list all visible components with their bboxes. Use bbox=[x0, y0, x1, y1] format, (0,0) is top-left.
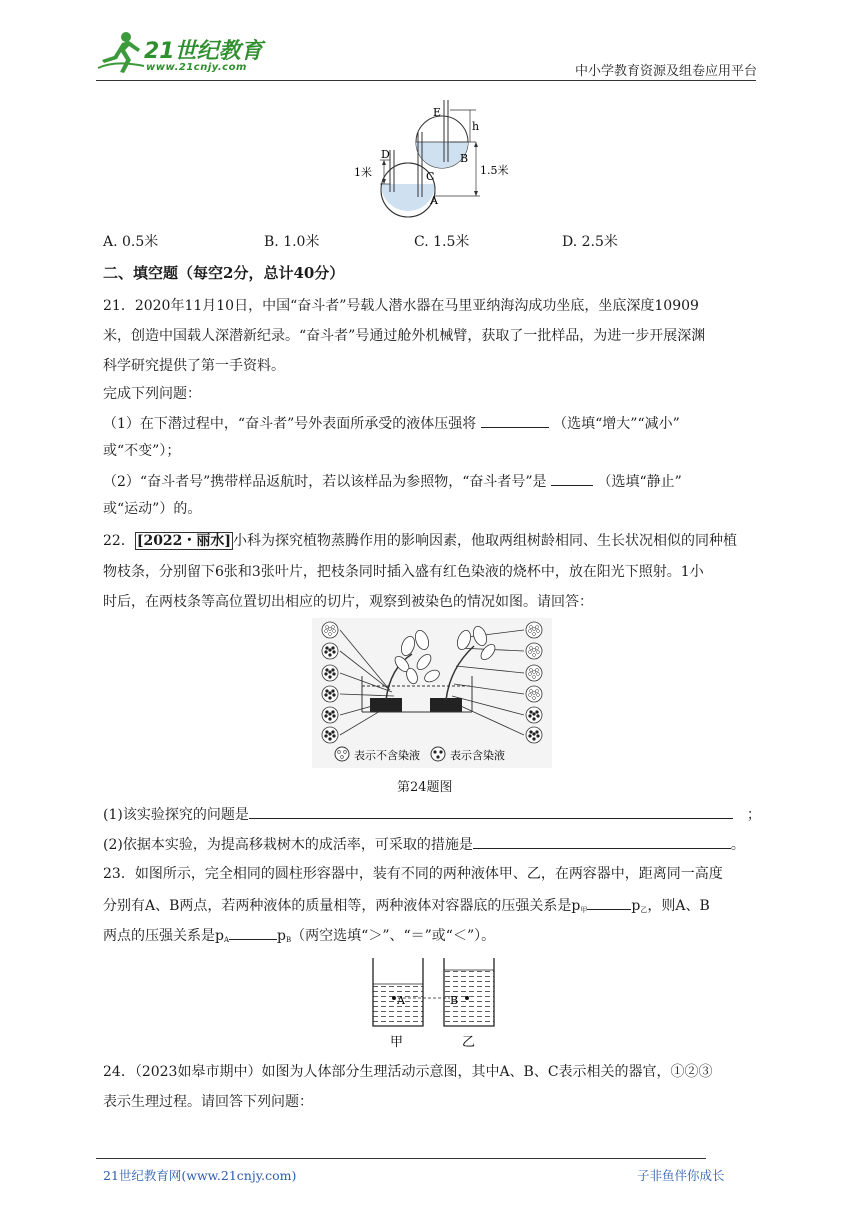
vessel-dot bbox=[530, 731, 533, 734]
vessel-dot bbox=[329, 697, 332, 700]
vessel-dot bbox=[529, 673, 532, 676]
vessel-dot bbox=[326, 711, 329, 714]
q22-figure-caption: 第24题图 bbox=[397, 780, 453, 795]
vessel-dot bbox=[326, 647, 329, 650]
option-a[interactable]: A. 0.5米 bbox=[103, 234, 159, 250]
q23-blank-1[interactable] bbox=[587, 895, 631, 910]
vessel-dot bbox=[533, 676, 536, 679]
label-A: A bbox=[430, 194, 438, 207]
vessel-dot bbox=[529, 630, 532, 633]
q23-line2-c: ，则A、B bbox=[647, 898, 710, 914]
q23-line2-a: 分别有A、B两点，若两种液体的质量相等，两种液体对容器底的压强关系是p bbox=[103, 898, 581, 914]
container-label-yi: 乙 bbox=[462, 1035, 476, 1050]
vessel-dot bbox=[533, 671, 536, 674]
q22-a1-end: ； bbox=[746, 807, 761, 823]
q21-line1: 21．2020年11月10日，中国“奋斗者”号载人潜水器在马里亚纳海沟成功坐底，坐底深度10909 bbox=[103, 298, 699, 314]
vessel-dot bbox=[533, 713, 536, 716]
containers-figure bbox=[364, 954, 504, 1054]
sub-B: B bbox=[286, 936, 292, 944]
q21-p2-choices: （选填“静止” bbox=[597, 474, 682, 490]
vessel-dot bbox=[332, 647, 335, 650]
q23-line2-b: p bbox=[631, 898, 641, 914]
vessel-dot bbox=[325, 715, 328, 718]
sub-yi: 乙 bbox=[640, 906, 648, 914]
vessel-dot bbox=[329, 633, 332, 636]
vessel-dot bbox=[333, 630, 336, 633]
q22-line2: 物枝条，分别留下6张和3张叶片，把枝条同时插入盛有红色染液的烧杯中，放在阳光下照射。1小 bbox=[103, 564, 704, 580]
q24-line1: 24．（2023如皋市期中）如图为人体部分生理活动示意图，其中A、B、C表示相关的器官，①②③ bbox=[103, 1064, 713, 1080]
q21-p1-cont: 或“不变”）； bbox=[103, 443, 181, 459]
vessel-dot bbox=[533, 654, 536, 657]
vessel-dot bbox=[329, 671, 332, 674]
vessel-dot bbox=[325, 694, 328, 697]
q23-line3-c: （两空选填“＞”、“＝”或“＜”）。 bbox=[291, 928, 496, 944]
vessel-dot bbox=[537, 694, 540, 697]
q21-p2-text: （2）“奋斗者号”携带样品返航时，若以该样品为参照物，“奋斗者号”是 bbox=[103, 474, 547, 490]
section-title: 二、填空题（每空2分，总计40分） bbox=[103, 264, 345, 282]
vessel-dot bbox=[533, 633, 536, 636]
sub-A: A bbox=[223, 936, 230, 944]
vessel-dot bbox=[530, 711, 533, 714]
vessel-dot bbox=[329, 733, 332, 736]
footer-site-link[interactable]: 21世纪教育网(www.21cnjy.com) bbox=[103, 1168, 297, 1183]
q21-p2-cont: 或“运动”）的。 bbox=[103, 501, 202, 517]
q22-a2-end: 。 bbox=[730, 837, 745, 853]
q22-blank-2[interactable] bbox=[473, 834, 731, 849]
q22-blank-1[interactable] bbox=[249, 804, 733, 819]
vessel-dot bbox=[332, 690, 335, 693]
vessel-dot bbox=[533, 738, 536, 741]
vessel-dot bbox=[529, 715, 532, 718]
q21-part1 bbox=[103, 413, 680, 434]
q22-a2-text: (2)依据本实验，为提高移栽树木的成活率，可采取的措施是 bbox=[103, 837, 473, 853]
vessel-dot bbox=[325, 630, 328, 633]
vessel-dot bbox=[536, 626, 539, 629]
q22-line1 bbox=[103, 531, 737, 551]
q21-p1-choices: （选填“增大”“减小” bbox=[553, 416, 680, 432]
vessel-dot bbox=[333, 694, 336, 697]
container-point-A: A bbox=[397, 994, 405, 1007]
vessel-dot bbox=[329, 676, 332, 679]
q22-num: 22． bbox=[103, 533, 135, 549]
vessel-dot bbox=[533, 628, 536, 631]
sub-jia: 甲 bbox=[580, 906, 588, 914]
q22-source-tag: [2022・丽水] bbox=[136, 533, 232, 549]
vessel-dot bbox=[530, 690, 533, 693]
q22-answer-1 bbox=[103, 804, 761, 825]
vessel-dot bbox=[326, 626, 329, 629]
footer-divider bbox=[96, 1158, 706, 1159]
option-b[interactable]: B. 1.0米 bbox=[264, 234, 320, 250]
vessel-dot bbox=[536, 731, 539, 734]
vessel-dot bbox=[326, 690, 329, 693]
label-h: h bbox=[472, 120, 480, 133]
vessel-dot bbox=[329, 649, 332, 652]
vessel-dot bbox=[325, 651, 328, 654]
vessel-dot bbox=[533, 692, 536, 695]
vessel-dot bbox=[529, 735, 532, 738]
label-D: D bbox=[381, 148, 390, 161]
q22-line1-text: 小科为探究植物蒸腾作用的影响因素，他取两组树龄相同、生长状况相似的同种植 bbox=[233, 533, 738, 549]
vessel-dot bbox=[326, 669, 329, 672]
q21-blank-2[interactable] bbox=[551, 471, 593, 486]
q21-line3: 科学研究提供了第一手资料。 bbox=[103, 358, 285, 374]
runner-logo-icon bbox=[96, 30, 148, 74]
vessel-dot bbox=[529, 694, 532, 697]
vessel-dot bbox=[533, 718, 536, 721]
vessel-dot bbox=[332, 711, 335, 714]
q23-line3 bbox=[103, 925, 495, 950]
vessel-dot bbox=[329, 692, 332, 695]
label-E: E bbox=[433, 106, 442, 119]
q23-line1: 23．如图所示，完全相同的圆柱形容器中，装有不同的两种液体甲、乙，在两容器中，距离同一高度 bbox=[103, 866, 723, 882]
legend-with-dye: 表示含染液 bbox=[450, 749, 505, 762]
container-point-B: B bbox=[450, 994, 459, 1007]
q21-line2: 米，创造中国载人深潜新纪录。“奋斗者”号通过舱外机械臂，获取了一批样品，为进一步开展深渊 bbox=[103, 328, 706, 344]
vessel-dot bbox=[529, 651, 532, 654]
vessel-dot bbox=[332, 626, 335, 629]
logo-url-text: www.21cnjy.com bbox=[146, 62, 247, 73]
header-divider bbox=[96, 80, 756, 81]
q23-blank-2[interactable] bbox=[229, 925, 277, 940]
vessel-dot bbox=[537, 630, 540, 633]
q23-line2 bbox=[103, 895, 710, 920]
pressure-vessel-figure bbox=[340, 92, 530, 222]
vessel-dot bbox=[530, 669, 533, 672]
label-1-5m: 1.5米 bbox=[480, 164, 509, 177]
footer-slogan: 子非鱼伴你成长 bbox=[637, 1168, 725, 1183]
q21-prompt: 完成下列问题： bbox=[103, 386, 201, 402]
vessel-dot bbox=[536, 669, 539, 672]
q21-part2 bbox=[103, 471, 682, 492]
label-C: C bbox=[426, 170, 435, 183]
vessel-dot bbox=[533, 733, 536, 736]
vessel-dot bbox=[325, 735, 328, 738]
label-B: B bbox=[460, 152, 469, 165]
header-platform-text: 中小学教育资源及组卷应用平台 bbox=[574, 64, 757, 79]
vessel-dot bbox=[333, 735, 336, 738]
vessel-dot bbox=[533, 697, 536, 700]
vessel-dot bbox=[530, 647, 533, 650]
q22-answer-2 bbox=[103, 834, 745, 855]
vessel-dot bbox=[332, 669, 335, 672]
vessel-dot bbox=[536, 647, 539, 650]
vessel-dot bbox=[537, 735, 540, 738]
q23-line3-a: 两点的压强关系是p bbox=[103, 928, 224, 944]
vessel-dot bbox=[333, 673, 336, 676]
vessel-dot bbox=[537, 673, 540, 676]
vessel-dot bbox=[329, 628, 332, 631]
vessel-dot bbox=[326, 731, 329, 734]
vessel-dot bbox=[537, 715, 540, 718]
legend-no-dye: 表示不含染液 bbox=[354, 749, 420, 762]
q22-line3: 时后，在两枝条等高位置切出相应的切片，观察到被染色的情况如图。请回答： bbox=[103, 594, 593, 610]
vessel-dot bbox=[533, 649, 536, 652]
vessel-dot bbox=[333, 715, 336, 718]
vessel-dot bbox=[332, 731, 335, 734]
option-d[interactable]: D. 2.5米 bbox=[562, 234, 618, 250]
vessel-dot bbox=[329, 718, 332, 721]
vessel-dot bbox=[537, 651, 540, 654]
option-c[interactable]: C. 1.5米 bbox=[414, 234, 470, 250]
q21-blank-1[interactable] bbox=[481, 413, 549, 428]
vessel-dot bbox=[530, 626, 533, 629]
label-1m: 1米 bbox=[354, 166, 372, 179]
vessel-dot bbox=[329, 713, 332, 716]
container-label-jia: 甲 bbox=[390, 1035, 404, 1050]
vessel-dot bbox=[329, 738, 332, 741]
header-logo bbox=[96, 30, 266, 78]
q24-line2: 表示生理过程。请回答下列问题： bbox=[103, 1094, 313, 1110]
vessel-dot bbox=[536, 690, 539, 693]
q22-a1-text: (1)该实验探究的问题是 bbox=[103, 807, 249, 823]
vessel-dot bbox=[536, 711, 539, 714]
logo-main-text: 21世纪教育 bbox=[144, 39, 263, 64]
q21-p1-text: （1）在下潜过程中，“奋斗者”号外表面所承受的液体压强将 bbox=[103, 416, 477, 432]
q23-line3-b: p bbox=[277, 928, 286, 944]
transpiration-figure bbox=[312, 618, 552, 768]
vessel-dot bbox=[329, 654, 332, 657]
vessel-dot bbox=[325, 673, 328, 676]
vessel-dot bbox=[333, 651, 336, 654]
